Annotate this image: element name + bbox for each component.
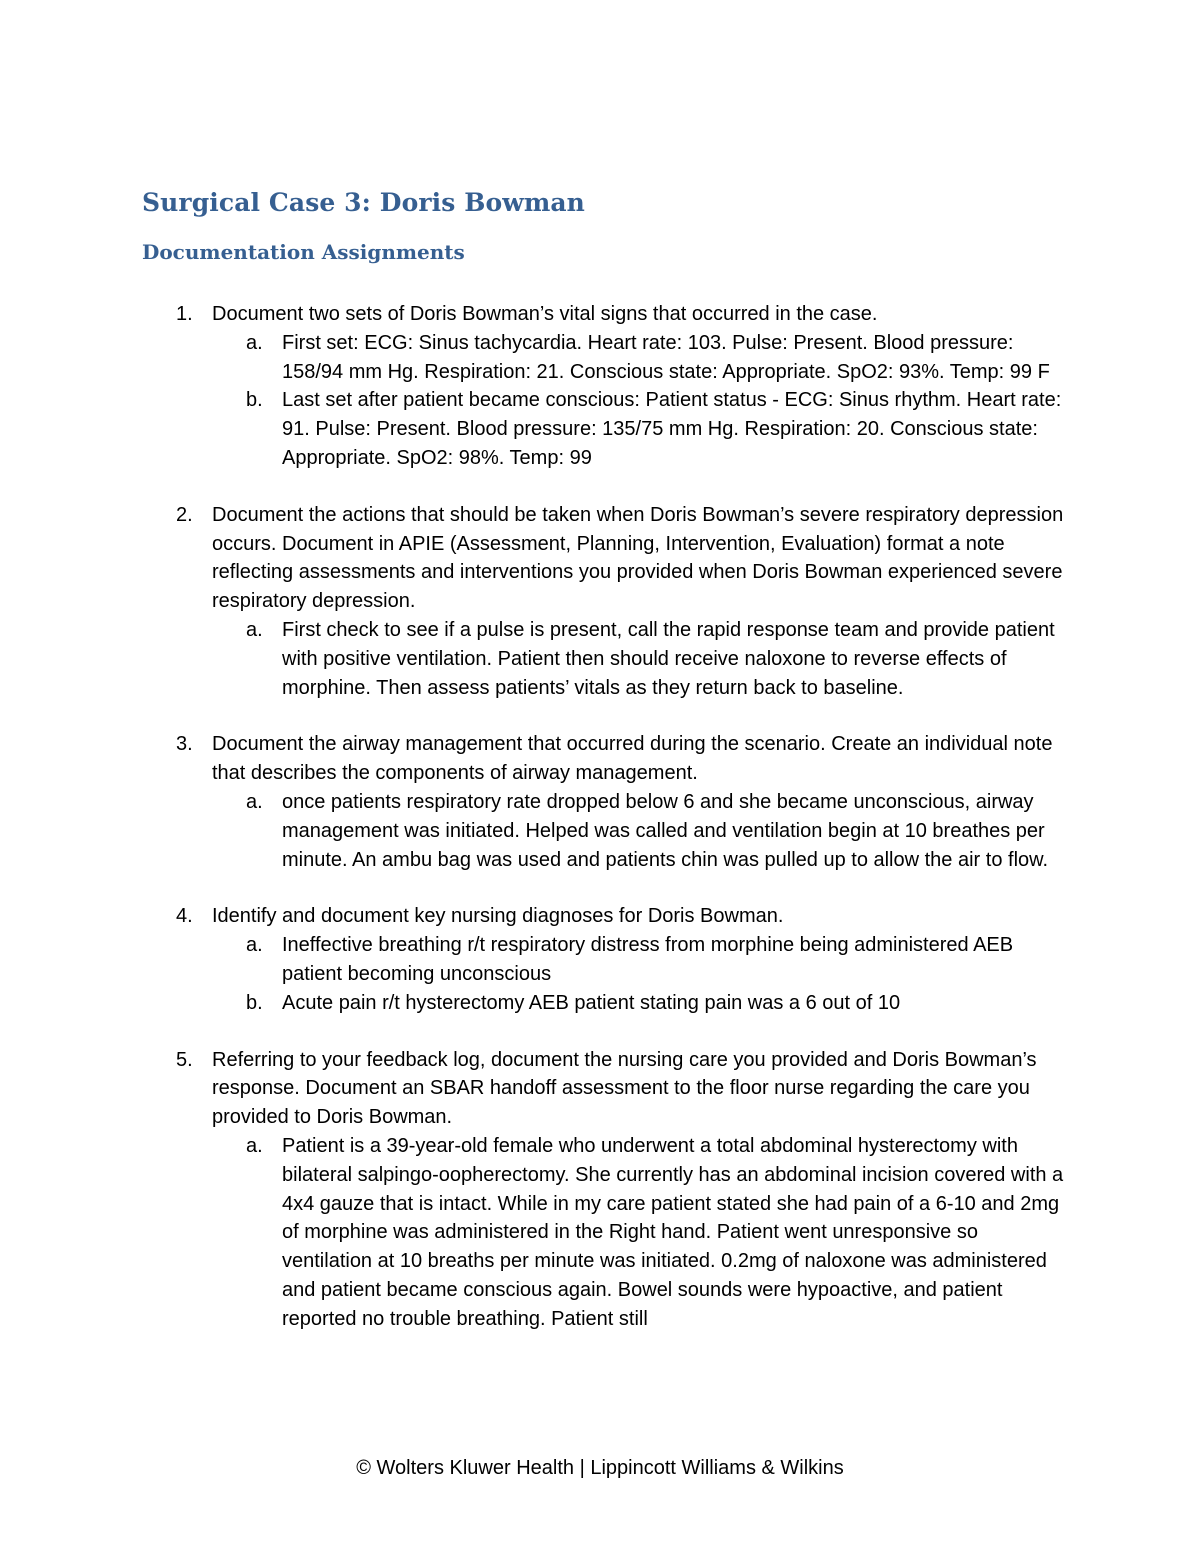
subitem-letter: a. bbox=[246, 618, 263, 641]
subitem-letter: b. bbox=[246, 389, 263, 412]
item-text: Document the airway management that occurred during the scenario. Create an individual note that describes the components of airway management. bbox=[212, 733, 1053, 785]
item-text: Document the actions that should be taken when Doris Bowman’s severe respiratory depression occurs. Document in APIE (Assessment, Planning, Intervention, Evaluation) format a note reflecting assessments and interventions you provided when Doris Bowman experienced severe respiratory depression. bbox=[212, 503, 1064, 613]
subitem-text: Ineffective breathing r/t respiratory distress from morphine being administered AEB patient becoming unconscious bbox=[282, 934, 1014, 985]
item-text: Document two sets of Doris Bowman’s vital signs that occurred in the case. bbox=[212, 303, 878, 325]
page-footer: © Wolters Kluwer Health | Lippincott Williams & Wilkins bbox=[356, 1457, 844, 1479]
subitem-text: First set: ECG: Sinus tachycardia. Heart rate: 103. Pulse: Present. Blood pressure: 158/94 mm Hg. Respiration: 21. Conscious state: Appropriate. SpO2: 93%. Temp: 99 F bbox=[282, 331, 1050, 383]
item-number: 3. bbox=[176, 733, 193, 756]
section-heading: Documentation Assignments bbox=[142, 240, 465, 264]
item-text: Identify and document key nursing diagnoses for Doris Bowman. bbox=[212, 905, 784, 928]
list-item bbox=[142, 902, 1072, 1017]
sub-list-item bbox=[212, 788, 1072, 874]
item-text: Referring to your feedback log, document the nursing care you provided and Doris Bowman’s response. Document an SBAR handoff assessment to the floor nurse regarding the care you provided to Doris Bowman. bbox=[212, 1048, 1037, 1129]
subitem-letter: a. bbox=[246, 934, 263, 957]
sublist bbox=[212, 329, 1072, 473]
item-number: 4. bbox=[176, 905, 193, 928]
page-title: Surgical Case 3: Doris Bowman bbox=[142, 188, 585, 217]
item-number: 2. bbox=[176, 503, 193, 526]
list-item bbox=[142, 501, 1072, 703]
sublist bbox=[212, 931, 1072, 1017]
sub-list-item bbox=[212, 931, 1072, 989]
subitem-text: First check to see if a pulse is present, call the rapid response team and provide patient with positive ventilation. Patient then should receive naloxone to reverse effects of morphine. Then assess patients’ vitals as they return back to baseline. bbox=[282, 618, 1055, 699]
subitem-letter: a. bbox=[246, 331, 263, 354]
sub-list-item bbox=[212, 1132, 1072, 1334]
assignment-list bbox=[142, 300, 1072, 1362]
sub-list-item bbox=[212, 386, 1072, 472]
subitem-text: Patient is a 39-year-old female who underwent a total abdominal hysterectomy with bilateral salpingo-oopherectomy. She currently has an abdominal incision covered with a 4x4 gauze that is intact. While in my care patient stated she had pain of a 6-10 and 2mg of morphine was administered in the Right hand. Patient went unresponsive so ventilation at 10 breaths per minute was initiated. 0.2mg of naloxone was administered and patient became conscious again. Bowel sounds were hypoactive, and patient reported no trouble breathing. Patient still bbox=[282, 1134, 1064, 1330]
sub-list-item bbox=[212, 989, 1072, 1018]
item-number: 1. bbox=[176, 303, 193, 325]
subitem-letter: a. bbox=[246, 1134, 263, 1157]
subitem-letter: a. bbox=[246, 790, 263, 813]
sub-list-item bbox=[212, 616, 1072, 702]
subitem-letter: b. bbox=[246, 991, 263, 1014]
list-item bbox=[142, 1046, 1072, 1334]
list-item bbox=[142, 730, 1072, 874]
sub-list-item bbox=[212, 329, 1072, 387]
subitem-text: Last set after patient became conscious: Patient status - ECG: Sinus rhythm. Heart rate: 91. Pulse: Present. Blood pressure: 135/75 mm Hg. Respiration: 20. Conscious state: Appropriate. SpO2: 98%. Temp: 99 bbox=[282, 389, 1062, 469]
item-number: 5. bbox=[176, 1048, 193, 1071]
sublist bbox=[212, 788, 1072, 874]
subitem-text: Acute pain r/t hysterectomy AEB patient stating pain was a 6 out of 10 bbox=[282, 991, 901, 1014]
sublist bbox=[212, 616, 1072, 702]
subitem-text: once patients respiratory rate dropped below 6 and she became unconscious, airway management was initiated. Helped was called and ventilation begin at 10 breathes per minute. An ambu bag was used and patients chin was pulled up to allow the air to flow. bbox=[282, 790, 1049, 871]
list-item bbox=[142, 300, 1072, 473]
sublist bbox=[212, 1132, 1072, 1334]
